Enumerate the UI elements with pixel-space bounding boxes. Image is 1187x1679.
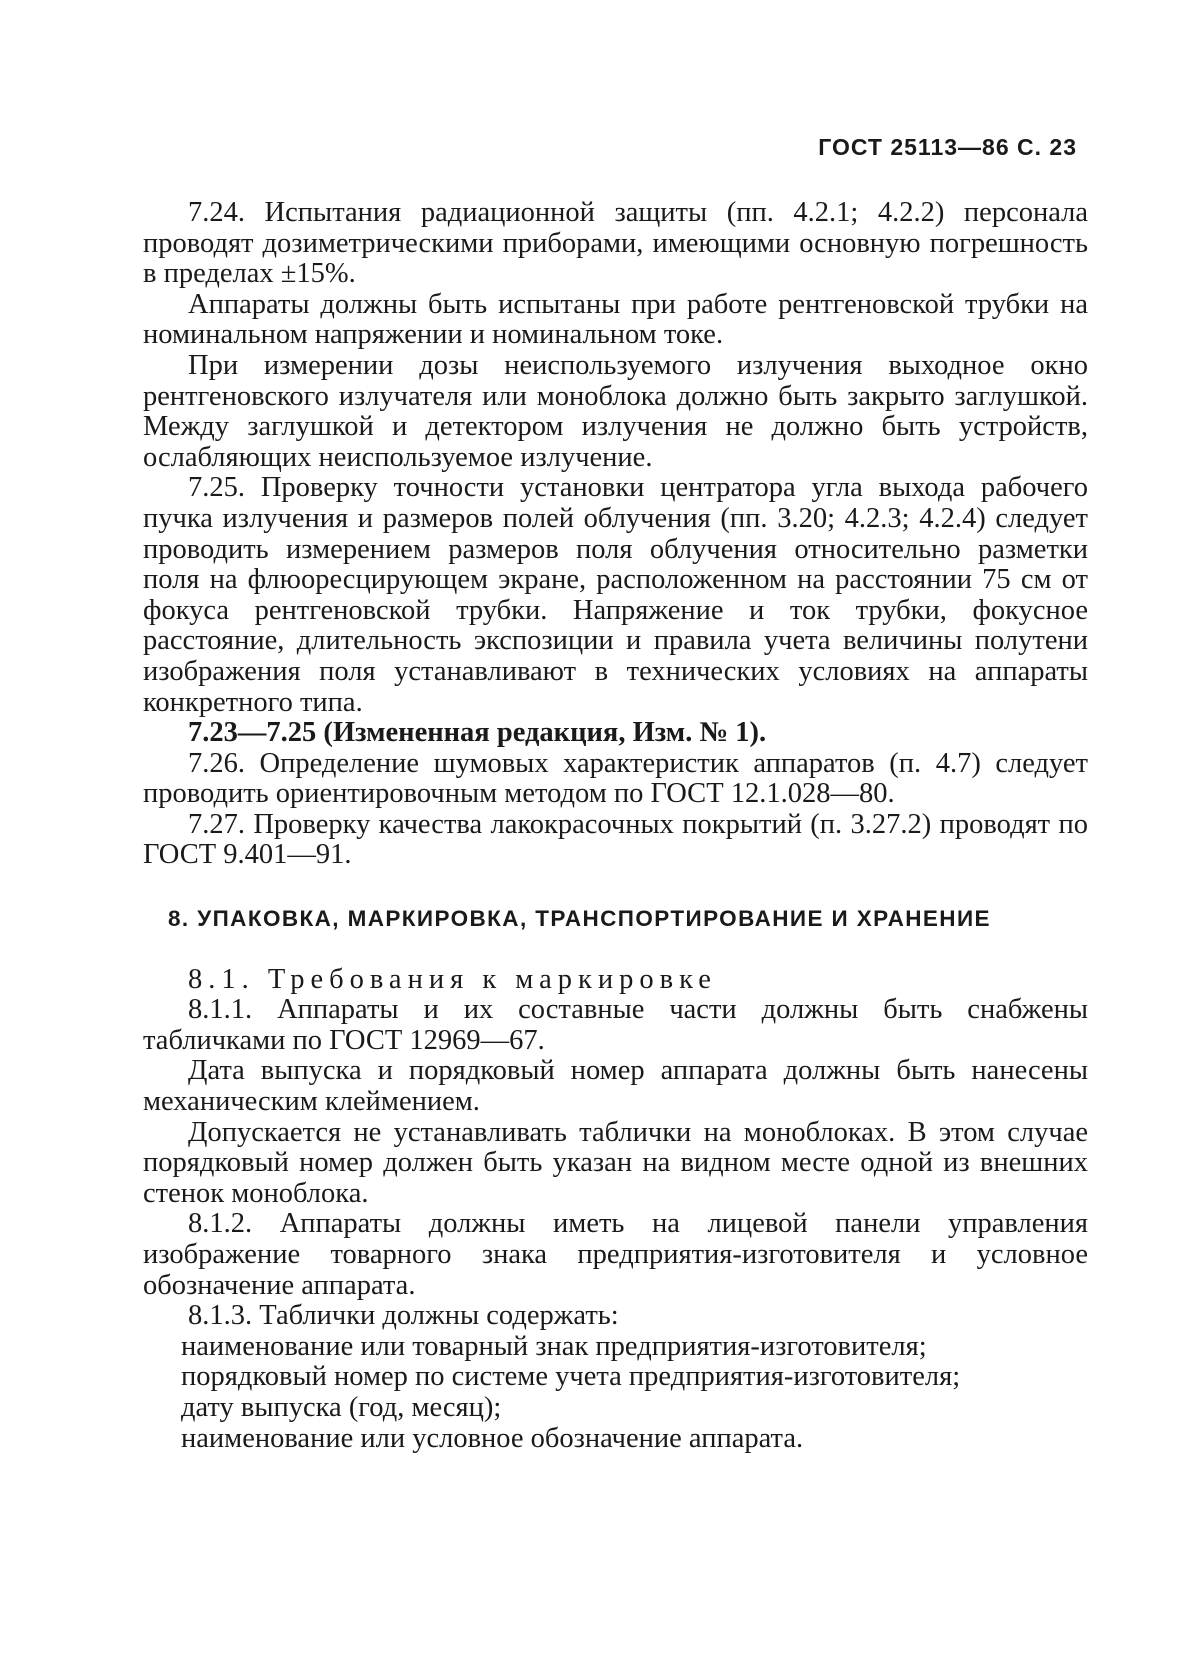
paragraph: Дата выпуска и порядковый номер аппарата должны быть нанесены механическим клеймением. [143,1055,1088,1118]
paragraph-7-27: 7.27. Проверку качества лакокрасочных покрытий (п. 3.27.2) проводят по ГОСТ 9.401—91. [143,808,1088,871]
paragraph-7-24: 7.24. Испытания радиационной защиты (пп. 4.2.1; 4.2.2) персонала проводят дозиметрическими приборами, имеющими основную погрешность в пределах ±15%. [143,197,1088,290]
paragraph-7-25: 7.25. Проверку точности установки центратора угла выхода рабочего пучка излучения и размеров полей облучения (пп. 3.20; 4.2.3; 4.2.4) следует проводить измерением размеров поля облучения относительно разметки поля на флюоресцирующем экране, расположенном на расстоянии 75 см от фокуса рентгеновской трубки. Напряжение и ток трубки, фокусное расстояние, длительность экспозиции и правила учета величины полутени изображения поля устанавливают в технических условиях на аппараты конкретного типа. [143,472,1088,718]
list-item: дату выпуска (год, месяц); [181,1391,502,1423]
page-header: ГОСТ 25113—86 С. 23 [818,134,1077,160]
paragraph: Аппараты должны быть испытаны при работе рентгеновской трубки на номинальном напряжении и номинальном токе. [143,288,1088,351]
paragraph: Допускается не устанавливать таблички на моноблоках. В этом случае порядковый номер должен быть указан на видном месте одной из внешних стенок моноблока. [143,1116,1088,1209]
section-title: 8. УПАКОВКА, МАРКИРОВКА, ТРАНСПОРТИРОВАНИЕ И ХРАНЕНИЕ [168,906,991,932]
list-item: наименование или товарный знак предприятия-изготовителя; [181,1330,927,1362]
paragraph: При измерении дозы неиспользуемого излучения выходное окно рентгеновского излучателя или моноблока должно быть закрыто заглушкой. Между заглушкой и детектором излучения не должно быть устройств, ослабляющих неиспользуемое излучение. [143,349,1088,473]
amendment-note: 7.23—7.25 (Измененная редакция, Изм. № 1). [188,717,767,749]
paragraph-7-26: 7.26. Определение шумовых характеристик аппаратов (п. 4.7) следует проводить ориентировочным методом по ГОСТ 12.1.028—80. [143,747,1088,810]
paragraph-8-1-1: 8.1.1. Аппараты и их составные части должны быть снабжены табличками по ГОСТ 12969—67. [143,994,1088,1056]
list-item: наименование или условное обозначение аппарата. [181,1422,804,1454]
subsection-title: 8.1. Требования к маркировке [188,963,717,995]
paragraph-8-1-3: 8.1.3. Таблички должны содержать: [188,1300,619,1332]
paragraph-8-1-2: 8.1.2. Аппараты должны иметь на лицевой панели управления изображение товарного знака предприятия-изготовителя и условное обозначение аппарата. [143,1208,1088,1301]
list-item: порядковый номер по системе учета предприятия-изготовителя; [181,1361,961,1393]
body-text [143,198,1088,1454]
